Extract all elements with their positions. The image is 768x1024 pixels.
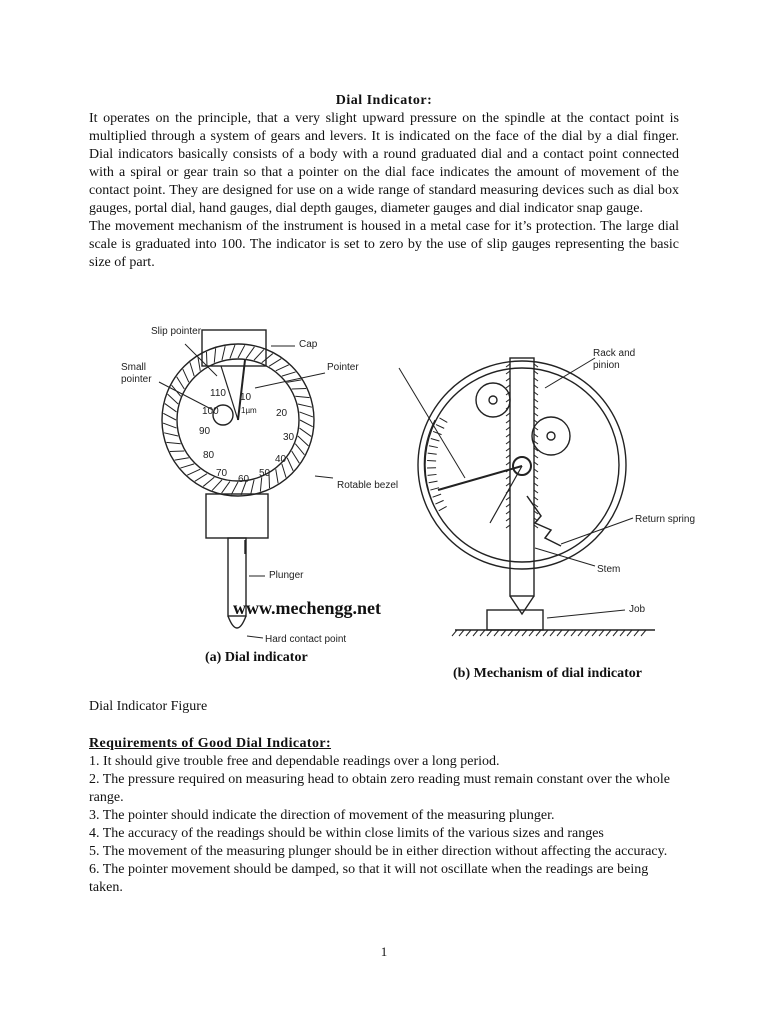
knurl-line — [276, 365, 289, 371]
scale-tick — [428, 453, 437, 454]
knurl-line — [164, 433, 178, 436]
knurl-line — [190, 362, 194, 376]
knurl-line — [295, 396, 309, 397]
ground-hatch-line — [466, 630, 471, 636]
knurl-line — [166, 442, 180, 443]
ground-hatch-line — [487, 630, 492, 636]
knurl-line — [231, 482, 238, 495]
ground-hatch-line — [536, 630, 541, 636]
label-cap: Cap — [299, 339, 318, 350]
knurl-line — [287, 458, 293, 471]
list-item: 2. The pressure required on measuring head to obtain zero reading must remain constant over the whole range. — [89, 772, 670, 805]
knurl-line — [292, 388, 306, 389]
ground-hatch-line — [564, 630, 569, 636]
scale-tick — [429, 446, 438, 448]
knurl-line — [282, 464, 286, 478]
knurl-line — [183, 369, 189, 382]
scale-tick — [430, 488, 439, 490]
knurl-line — [206, 352, 207, 366]
knurl-line — [276, 469, 278, 483]
label-job: Job — [629, 604, 646, 615]
caption-dial-indicator: (a) Dial indicator — [205, 650, 308, 665]
intro-text — [89, 110, 679, 272]
intro-paragraph: It operates on the principle, that a very slight upward pressure on the spindle at the contact point is multiplied through a system of gears and levers. It is indicated on the face of the dial by a dial finger. Dial indicators basically consists of a body with a round graduated dial and a contact point connected with a spiral or gear train so that a pointer on the dial face indicates the amount of movement of the contact point. They are designed for use on a wide range of standard measuring devices such as dial box gauges, portal dial, hand gauges, dial depth gauges, diameter gauges and dial indicator snap gauge. — [89, 111, 679, 216]
ground-hatch-line — [599, 630, 604, 636]
ground-hatch-line — [627, 630, 632, 636]
knurl-line — [282, 372, 296, 376]
knurl-line — [238, 345, 245, 358]
label-plunger: Plunger — [269, 570, 304, 581]
knurl-line — [251, 480, 254, 494]
pinion-gear-1 — [476, 383, 510, 417]
watermark-text: www.mechengg.net — [233, 598, 381, 618]
scale-number: 70 — [216, 468, 228, 479]
knurl-line — [299, 428, 311, 436]
knurl-line — [292, 451, 300, 463]
ground-hatch-line — [452, 630, 457, 636]
ground-hatch-line — [557, 630, 562, 636]
ground-hatch-line — [543, 630, 548, 636]
ground-hatch-line — [459, 630, 464, 636]
scale-tick — [436, 425, 444, 429]
list-item: 6. The pointer movement should be damped, so that it will not oscillate when the readings are being taken. — [89, 862, 649, 895]
stem-housing — [206, 494, 268, 538]
requirements-list — [89, 753, 684, 897]
knurl-line — [165, 404, 177, 412]
ground-hatch-line — [550, 630, 555, 636]
knurl-line — [203, 477, 214, 486]
ground-hatch-line — [522, 630, 527, 636]
scale-number: 80 — [203, 450, 215, 461]
ground-hatch-line — [494, 630, 499, 636]
ground-hatch-line — [641, 630, 646, 636]
scale-number: 50 — [259, 468, 271, 479]
caption-mechanism: (b) Mechanism of dial indicator — [453, 666, 642, 681]
ground-hatch-line — [571, 630, 576, 636]
list-item: 3. The pointer should indicate the direction of movement of the measuring plunger. — [89, 808, 555, 823]
stem-rack — [510, 358, 534, 596]
ground-hatch-line — [585, 630, 590, 636]
knurl-line — [295, 444, 304, 455]
knurl-line — [163, 413, 176, 420]
ground-hatch-line — [606, 630, 611, 636]
knurl-line — [298, 404, 312, 407]
label-small-pointer: Small pointer — [121, 362, 152, 385]
knurl-line — [170, 451, 184, 452]
scale-tick — [431, 438, 440, 441]
ground-hatch-line — [473, 630, 478, 636]
knurl-line — [246, 347, 254, 359]
job-block — [487, 610, 543, 630]
figure-drawing — [95, 318, 715, 694]
list-item: 4. The accuracy of the readings should be within close limits of the various sizes and ranges — [89, 826, 604, 841]
knurl-line — [214, 348, 215, 362]
ground-hatch-line — [620, 630, 625, 636]
mechanism-scale-arc — [424, 420, 435, 508]
label-pointer: Pointer — [327, 362, 359, 373]
knurl-line — [222, 481, 230, 493]
mechanism-contact-tip — [510, 596, 534, 614]
label-slip-pointer: Slip pointer — [151, 326, 202, 337]
scale-number: 100 — [202, 406, 219, 417]
mechanism-case-inner — [425, 368, 619, 562]
list-item: 5. The movement of the measuring plunger should be in either direction without affecting the accuracy. — [89, 844, 668, 859]
ground-hatch-line — [508, 630, 513, 636]
label-hard-contact-point: Hard contact point — [265, 634, 347, 645]
scale-tick — [435, 500, 443, 504]
scale-tick — [439, 506, 447, 510]
knurl-line — [187, 469, 200, 475]
return-spring-shape — [527, 496, 561, 546]
knurl-line — [299, 412, 312, 417]
ground-hatch-line — [592, 630, 597, 636]
scale-number: 60 — [238, 474, 250, 485]
knurl-line — [195, 474, 207, 482]
scale-tick — [429, 481, 438, 483]
page-title: Dial Indicator: — [335, 93, 433, 108]
knurl-line — [298, 436, 309, 446]
knurl-line — [163, 423, 176, 428]
rack-teeth — [506, 364, 538, 528]
label-rack-and-pinion: Rack and pinion — [593, 348, 636, 371]
pinion-hub-1 — [489, 396, 497, 404]
scale-number: 10 — [240, 392, 252, 403]
ground-hatch-line — [578, 630, 583, 636]
knurl-line — [262, 354, 273, 363]
scale-number: 110 — [210, 388, 226, 399]
figure-note: Dial Indicator Figure — [89, 699, 208, 714]
ground-hatch-line — [613, 630, 618, 636]
scale-tick — [439, 418, 447, 422]
scale-number: 40 — [275, 454, 287, 465]
scale-tick — [433, 494, 441, 497]
knurl-line — [254, 350, 264, 361]
scale-number: 1µm — [241, 406, 257, 415]
knurl-line — [260, 477, 261, 491]
knurl-line — [177, 377, 185, 389]
ground-hatch-line — [501, 630, 506, 636]
scale-tick — [428, 474, 437, 475]
mechanism-case-outer — [418, 361, 626, 569]
requirements-heading: Requirements of Good Dial Indicator: — [89, 736, 332, 751]
dial-indicator-figure — [95, 318, 715, 694]
page-number: 1 — [380, 944, 388, 959]
pinion-gear-2 — [532, 417, 570, 455]
ground-hatching — [452, 630, 646, 636]
knurl-line — [180, 464, 194, 468]
knurl-line — [230, 345, 235, 358]
pinion-hub-2 — [547, 432, 555, 440]
knurl-line — [300, 420, 313, 427]
label-return-spring: Return spring — [635, 514, 696, 525]
knurl-line — [269, 359, 281, 367]
knurl-line — [212, 480, 222, 491]
ground-hatch-line — [515, 630, 520, 636]
list-item: 1. It should give trouble free and dependable readings over a long period. — [89, 754, 500, 769]
scale-number: 90 — [199, 426, 211, 437]
ground-hatch-line — [480, 630, 485, 636]
scale-number: 30 — [283, 432, 295, 443]
label-rotable-bezel: Rotable bezel — [337, 480, 399, 491]
knurl-line — [222, 346, 225, 360]
scale-number: 20 — [276, 408, 288, 419]
knurl-line — [168, 394, 179, 404]
ground-hatch-line — [529, 630, 534, 636]
label-stem: Stem — [597, 564, 621, 575]
ground-hatch-line — [634, 630, 639, 636]
intro-paragraph: The movement mechanism of the instrument is housed in a metal case for it’s protection. The large dial scale is graduated into 100. The indicator is set to zero by the use of slip gauges representing the basic size of part. — [89, 219, 679, 270]
knurl-line — [175, 458, 189, 460]
